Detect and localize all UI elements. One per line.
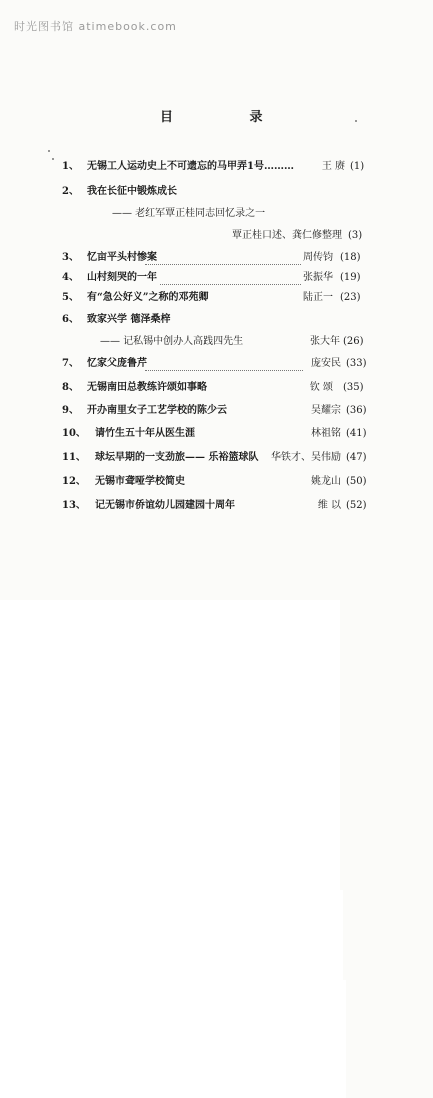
toc-entry [0, 426, 433, 442]
entry-author: 庞安民 [311, 358, 341, 369]
toc-entry [0, 498, 433, 514]
entry-author: 钦 颂 [309, 382, 333, 393]
entry-title: 无锡南田总教练许颂如事略 [87, 382, 207, 393]
entry-number: 1、 [62, 161, 79, 172]
entry-page: (26) [343, 334, 433, 934]
entry-page: (23) [340, 290, 433, 890]
toc-entry [0, 184, 433, 200]
entry-number: 11、 [62, 452, 86, 463]
entry-title: 致家兴学 德泽桑梓 [87, 314, 171, 325]
toc-entry [0, 450, 433, 466]
entry-author: 张振华 [303, 272, 333, 283]
dot-leader [145, 370, 303, 371]
entry-credit: 覃正桂口述、龚仁修整理 [232, 230, 342, 241]
entry-number: 3、 [62, 252, 79, 263]
toc-entry [0, 290, 433, 306]
toc-entry-subtitle [0, 206, 433, 222]
entry-page: (36) [346, 403, 433, 1003]
entry-number: 8、 [62, 382, 79, 393]
toc-title: 目 录 [160, 110, 299, 125]
watermark: 时光图书馆 atimebook.com [14, 20, 177, 33]
toc-entry [0, 312, 433, 328]
entry-page: (3) [348, 228, 433, 828]
entry-author: 林祖铭 [311, 428, 341, 439]
entry-number: 4、 [62, 272, 79, 283]
entry-subtitle: —— 老红军覃正桂同志回忆录之一 [112, 208, 266, 219]
entry-page: (33) [346, 356, 433, 956]
entry-author: 姚龙山 [311, 476, 341, 487]
entry-title: 记无锡市侨谊幼儿园建园十周年 [95, 500, 235, 511]
entry-number: 12、 [62, 476, 86, 487]
entry-title: 无锡工人运动史上不可遗忘的马甲弄1号……… [87, 161, 294, 172]
toc-entry-credit [0, 228, 433, 244]
entry-page: (18) [340, 250, 433, 850]
entry-page: (35) [343, 380, 433, 980]
entry-title: 请竹生五十年从医生涯 [95, 428, 195, 439]
entry-page: (52) [346, 498, 433, 1098]
entry-subtitle: —— 记私锡中创办人高践四先生 [100, 336, 244, 347]
toc-entry-subtitle [0, 334, 433, 350]
entry-number: 10、 [62, 428, 86, 439]
entry-number: 2、 [62, 186, 79, 197]
entry-page: (50) [346, 474, 433, 1074]
entry-author: 维 以 [317, 500, 341, 511]
entry-author: 张大年 [310, 336, 340, 347]
dot-leader [160, 284, 301, 285]
toc-entry [0, 474, 433, 490]
entry-title: 球坛早期的一支劲旅—— 乐裕篮球队 [95, 452, 259, 463]
entry-page: (47) [346, 450, 433, 1050]
entry-number: 7、 [62, 358, 79, 369]
entry-title: 忆家父庞鲁芹 [87, 358, 147, 369]
toc-entry [0, 403, 433, 419]
entry-title: 有“急公好义”之称的邓苑卿 [87, 292, 209, 303]
entry-page: (19) [340, 270, 433, 870]
dot-leader [145, 264, 301, 265]
entry-author: 华铁才、吴伟励 [271, 452, 341, 463]
entry-page: (1) [350, 159, 433, 759]
entry-title: 无锡市聋哑学校简史 [95, 476, 185, 487]
toc-entry [0, 380, 433, 396]
entry-title: 我在长征中锻炼成长 [87, 186, 177, 197]
entry-number: 6、 [62, 314, 79, 325]
entry-author: 周传钧 [303, 252, 333, 263]
entry-title: 忆亩平头村惨案 [87, 252, 157, 263]
entry-page: (41) [346, 426, 433, 1026]
toc-entry [0, 159, 433, 175]
entry-number: 13、 [62, 500, 86, 511]
entry-number: 9、 [62, 405, 79, 416]
entry-author: 吴耀宗 [311, 405, 341, 416]
entry-title: 开办南里女子工艺学校的陈少云 [87, 405, 227, 416]
entry-author: 王 赓 [321, 161, 345, 172]
entry-number: 5、 [62, 292, 79, 303]
entry-title: 山村刻哭的一年 [87, 272, 157, 283]
entry-author: 陆正一 [303, 292, 333, 303]
